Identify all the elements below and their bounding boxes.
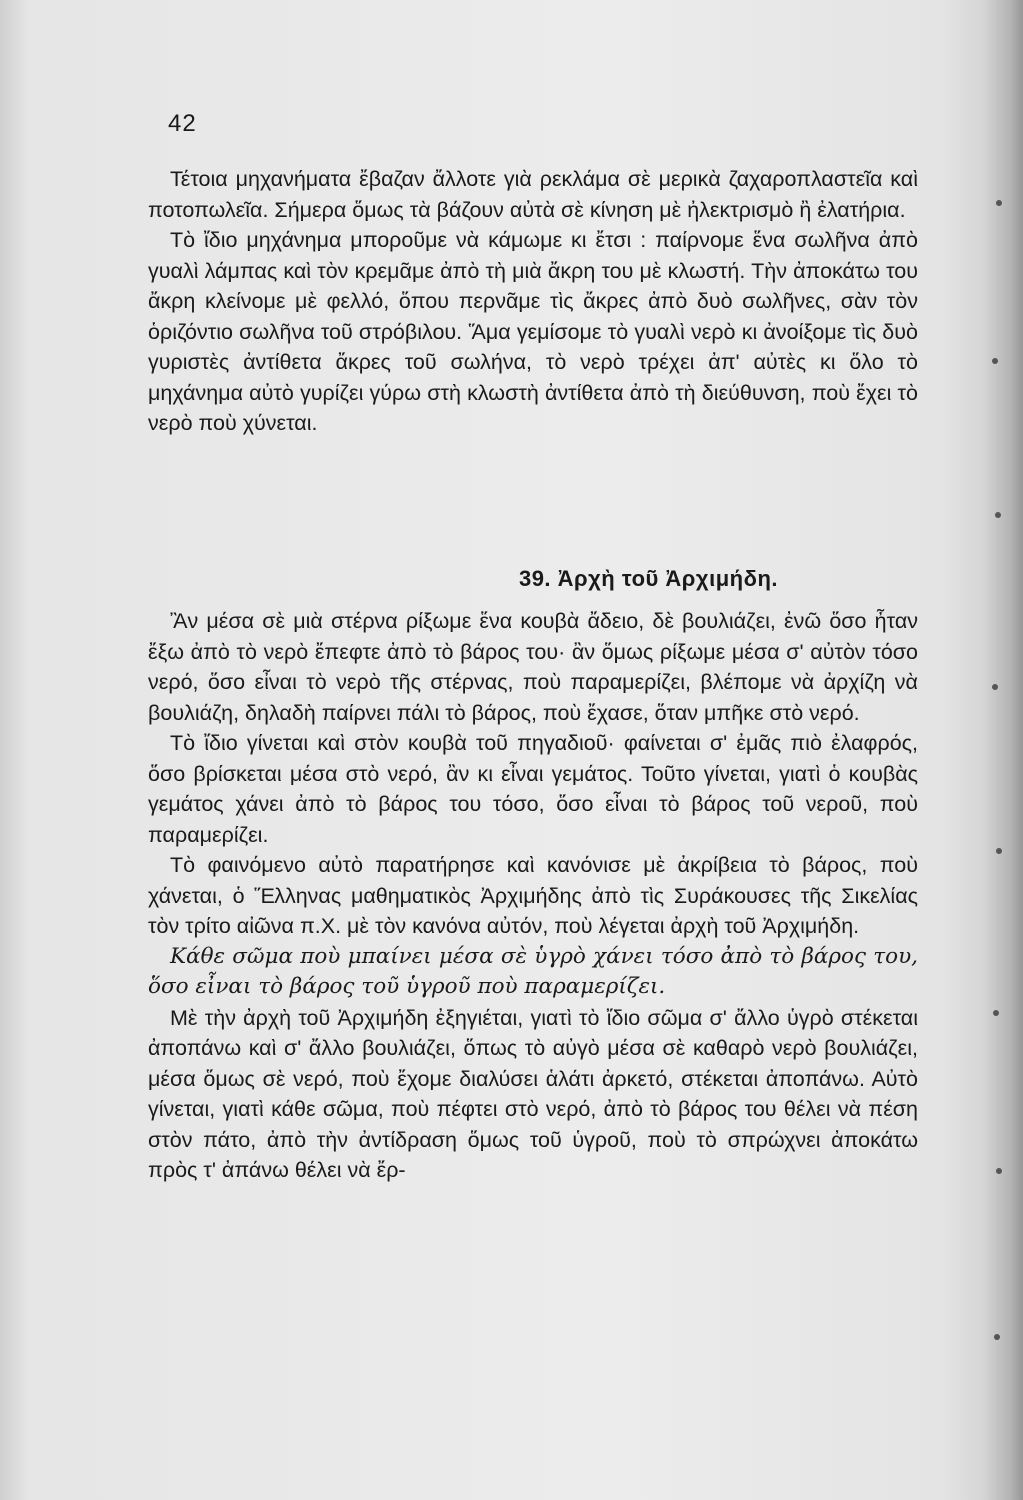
section-paragraph-2: Τὸ ἴδιο γίνεται καὶ στὸν κουβὰ τοῦ πηγαδιοῦ· φαίνεται σ' ἐμᾶς πιὸ ἐλαφρός, ὅσο βρίσκεται μέσα στὸ νερό, ἂν κι εἶναι γεμάτος. Τοῦτο γίνεται, γιατὶ ὁ κουβὰς γεμάτος χάνει ἀπὸ τὸ βάρος του τόσο, ὅσο εἶναι τὸ βάρος τοῦ νεροῦ, ποὺ παραμερίζει. — [148, 731, 918, 847]
page-edge-shadow — [983, 0, 1023, 1500]
intro-paragraph-2: Τὸ ἴδιο μηχάνημα μποροῦμε νὰ κάμωμε κι ἔτσι : παίρνομε ἕνα σωλῆνα ἀπὸ γυαλὶ λάμπας καὶ τὸν κρεμᾶμε ἀπὸ τὴ μιὰ ἄκρη του μὲ κλωστή. Τὴν ἀποκάτω του ἄκρη κλείνομε μὲ φελλό, ὅπου περνᾶμε τὶς ἄκρες ἀπὸ δυὸ σωλῆνες, σὰν τὸν ὁριζόντιο σωλῆνα τοῦ στρόβιλου. Ἅμα γεμίσομε τὸ γυαλὶ νερὸ κι ἀνοίξομε τὶς δυὸ γυριστὲς ἀντίθετα ἄκρες τοῦ σωλήνα, τὸ νερὸ τρέχει ἀπ' αὐτὲς κι ὅλο τὸ μηχάνημα αὐτὸ γυρίζει γύρω στὴ κλωστὴ ἀντίθετα ἀπὸ τὴ διεύθυνση, ποὺ ἔχει τὸ νερὸ ποὺ χύνεται. — [148, 228, 918, 435]
archimedes-principle-statement: Κάθε σῶμα ποὺ μπαίνει μέσα σὲ ὑγρὸ χάνει τόσο ἀπὸ τὸ βάρος του, ὅσο εἶναι τὸ βάρος τοῦ ὑγροῦ ποὺ παραμερίζει. — [148, 943, 918, 999]
margin-speck — [996, 848, 1002, 854]
page-number: 42 — [168, 110, 197, 137]
closing-paragraph: Μὲ τὴν ἀρχὴ τοῦ Ἀρχιμήδη ἐξηγιέται, γιατὶ τὸ ἴδιο σῶμα σ' ἄλλο ὑγρὸ στέκεται ἀποπάνω καὶ σ' ἄλλο βουλιάζει, ὅπως τὸ αὐγὸ μέσα σὲ καθαρὸ νερὸ βουλιάζει, μέσα ὅμως σὲ νερό, ποὺ ἔχομε διαλύσει ἁλάτι ἀρκετό, στέκεται ἀποπάνω. Αὐτὸ γίνεται, γιατὶ κάθε σῶμα, ποὺ πέφτει στὸ νερό, ἀπὸ τὸ βάρος του θέλει νὰ πέση στὸν πάτο, ἀπὸ τὴν ἀντίδραση ὅμως τοῦ ὑγροῦ, ποὺ τὸ σπρώχνει ἀποκάτω πρὸς τ' ἀπάνω θέλει νὰ ἔρ- — [148, 1005, 918, 1182]
margin-speck — [996, 200, 1002, 206]
intro-text — [148, 164, 918, 439]
section-heading: 39. Ἀρχὴ τοῦ Ἀρχιμήδη. — [518, 566, 778, 591]
section-paragraph-3: Τὸ φαινόμενο αὐτὸ παρατήρησε καὶ κανόνισε μὲ ἀκρίβεια τὸ βάρος, ποὺ χάνεται, ὁ Ἕλληνας μαθηματικὸς Ἀρχιμήδης ἀπὸ τὶς Συράκουσες τῆς Σικελίας τὸν τρίτο αἰῶνα π.Χ. μὲ τὸν κανόνα αὐτόν, ποὺ λέγεται ἀρχὴ τοῦ Ἀρχιμήδη. — [148, 853, 918, 938]
margin-speck — [995, 512, 1001, 518]
margin-speck — [993, 1010, 999, 1016]
section-text — [148, 606, 918, 1186]
margin-speck — [992, 684, 998, 690]
margin-speck — [992, 358, 998, 364]
section-paragraph-1: Ἂν μέσα σὲ μιὰ στέρνα ρίξωμε ἕνα κουβὰ ἄδειο, δὲ βουλιάζει, ἐνῶ ὅσο ἦταν ἔξω ἀπὸ τὸ νερὸ ἔπεφτε ἀπὸ τὸ βάρος του· ἂν ὅμως ρίξωμε μέσα σ' αὐτὸν τόσο νερό, ὅσο εἶναι τὸ νερὸ τῆς στέρνας, ποὺ παραμερίζει, βλέπομε νὰ ἀρχίζη νὰ βουλιάζη, δηλαδὴ παίρνει πάλι τὸ βάρος, ποὺ ἔχασε, ὅταν μπῆκε στὸ νερό. — [148, 609, 918, 725]
intro-paragraph-1: Τέτοια μηχανήματα ἔβαζαν ἄλλοτε γιὰ ρεκλάμα σὲ μερικὰ ζαχαροπλαστεῖα καὶ ποτοπωλεῖα. Σήμερα ὅμως τὰ βάζουν αὐτὰ σὲ κίνηση μὲ ἠλεκτρισμὸ ἢ ἐλατήρια. — [148, 167, 918, 222]
margin-speck — [994, 1334, 1000, 1340]
margin-speck — [996, 1168, 1002, 1174]
